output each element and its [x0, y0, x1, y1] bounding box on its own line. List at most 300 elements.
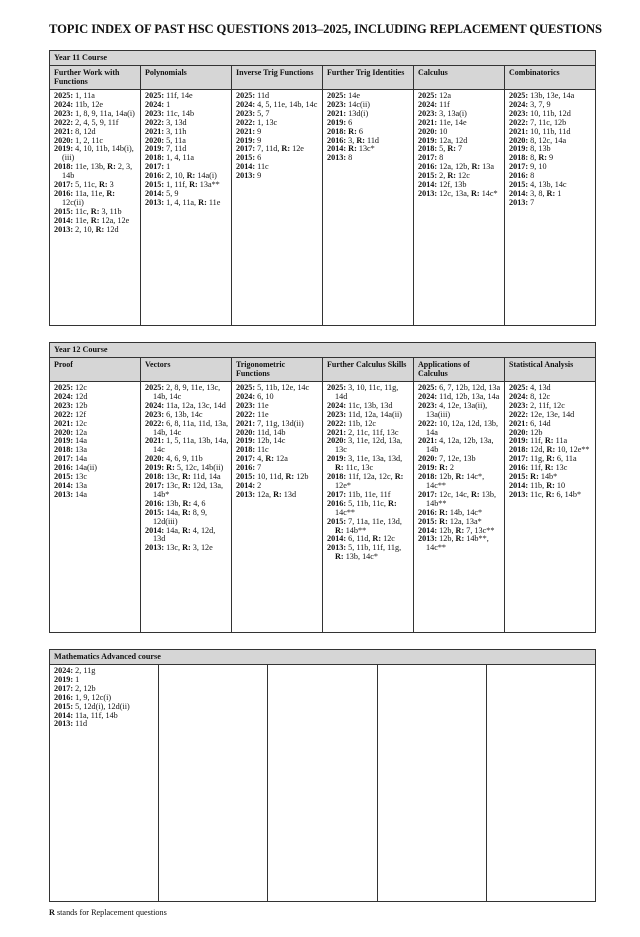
- entry-label: 2021:: [236, 126, 256, 136]
- entry-questions: 9: [546, 153, 554, 163]
- entry-questions: 2, 3, 14b: [62, 162, 133, 181]
- entry-label: R:: [546, 454, 555, 464]
- entry-questions: 2, 12b: [73, 683, 96, 693]
- entry-label: R:: [90, 206, 100, 216]
- column-heading: Further Work with Functions: [50, 66, 140, 90]
- entry-label: 2021:: [54, 418, 74, 428]
- entry-label: 2014:: [145, 525, 165, 535]
- entry-label: 2017:: [418, 153, 438, 163]
- entry-questions: 11f, 12a, 12c,: [346, 472, 395, 482]
- entry-label: 2022:: [145, 117, 165, 127]
- entry-label: 2016:: [509, 171, 529, 181]
- entry-label: 2023:: [236, 108, 256, 118]
- entry-label: R:: [356, 135, 365, 145]
- entry-label: 2014:: [54, 710, 74, 720]
- entry-questions: 11d: [73, 719, 88, 729]
- entry-questions: 13d(i): [346, 108, 369, 118]
- entry-questions: 7, 11c, 12b: [528, 117, 567, 127]
- entry-label: 2014:: [54, 215, 74, 225]
- entry-label: 2013:: [327, 153, 347, 163]
- entry-label: 2023:: [54, 400, 74, 410]
- entry-label: 2023:: [418, 400, 438, 410]
- entry-label: 2017:: [236, 144, 256, 154]
- topic-column: [323, 358, 414, 632]
- entry-label: 2015:: [145, 507, 165, 517]
- entry-questions: 14c*: [479, 188, 498, 198]
- entry-questions: 6, 14d: [528, 418, 551, 428]
- entry-label: R:: [265, 454, 274, 464]
- entry-questions: 3, 11h: [164, 126, 187, 136]
- entry-questions: 11b, 12e: [73, 99, 104, 109]
- entry-questions: 12b,: [437, 472, 456, 482]
- entry-label: 2020:: [509, 135, 529, 145]
- entry-label: 2015:: [54, 206, 74, 216]
- year-entry: [327, 384, 411, 402]
- entry-questions: 5, 12c, 14b(ii): [174, 463, 224, 473]
- entry-label: 2019:: [509, 436, 529, 446]
- column-body: [50, 382, 140, 500]
- entry-label: 2021:: [327, 427, 347, 437]
- entry-label: 2019:: [54, 436, 74, 446]
- entry-label: 2018:: [236, 445, 256, 455]
- entry-label: R:: [189, 180, 198, 190]
- entry-questions: 13a: [73, 445, 87, 455]
- entry-questions: 5, 11c,: [73, 180, 99, 190]
- entry-label: 2016:: [418, 162, 438, 172]
- year-entry: [418, 420, 502, 438]
- entry-questions: 13a: [73, 480, 87, 490]
- entry-label: 2025:: [509, 383, 529, 392]
- entry-label: R:: [182, 498, 192, 508]
- entry-questions: 8: [346, 153, 353, 163]
- entry-label: R:: [98, 180, 108, 190]
- entry-questions: 12d: [104, 224, 119, 234]
- column-heading: Combinatorics: [505, 66, 595, 90]
- entry-label: 2021:: [54, 126, 74, 136]
- entry-label: R:: [182, 472, 191, 482]
- entry-label: R:: [182, 480, 191, 490]
- entry-questions: 2, 10,: [73, 224, 96, 234]
- entry-questions: 1, 8, 9, 11a, 14a(i): [73, 108, 135, 118]
- entry-questions: 12a, 12e: [99, 215, 130, 225]
- topic-column: [323, 66, 414, 325]
- entry-label: R:: [455, 534, 465, 544]
- entry-questions: 10, 12a, 12d, 13b, 14a: [426, 418, 499, 437]
- entry-label: 2015:: [54, 472, 74, 482]
- entry-label: 2023:: [145, 409, 165, 419]
- entry-label: R:: [546, 480, 555, 490]
- entry-questions: 10: [554, 480, 566, 490]
- entry-questions: 4, 10, 11b, 14b(i), (iii): [62, 144, 134, 163]
- advanced-section: [49, 649, 596, 902]
- entry-label: 2014:: [509, 188, 529, 198]
- entry-label: 2016:: [327, 498, 347, 508]
- entry-label: 2018:: [418, 144, 438, 154]
- entry-label: 2019:: [54, 674, 74, 684]
- entry-questions: 14b**, 14c**: [426, 534, 489, 553]
- year-entry: [327, 544, 411, 562]
- entry-questions: 2, 11c, 11f, 13c: [346, 427, 399, 437]
- entry-label: 2016:: [145, 171, 165, 181]
- entry-label: 2020:: [418, 454, 438, 464]
- entry-label: 2025:: [509, 91, 529, 100]
- entry-questions: 11d, 14b: [255, 427, 286, 437]
- entry-label: 2017:: [236, 454, 256, 464]
- entry-questions: 3, 11e, 13a, 13d,: [346, 454, 403, 464]
- entry-questions: 8, 9, 12d(iii): [153, 507, 208, 526]
- entry-questions: 6, 10: [255, 391, 274, 401]
- footnote-r: R: [49, 908, 55, 917]
- entry-label: 2013:: [327, 543, 347, 553]
- entry-questions: 11f, 14e: [164, 91, 193, 100]
- entry-label: 2021:: [509, 126, 529, 136]
- topic-column: [232, 66, 323, 325]
- topic-column: [50, 665, 159, 901]
- column-heading: Proof: [50, 358, 140, 382]
- entry-questions: 1: [164, 162, 171, 172]
- entry-label: 2019:: [418, 135, 438, 145]
- entry-questions: 14a(i): [195, 171, 217, 181]
- entry-questions: 9: [255, 126, 262, 136]
- entry-questions: 13a**: [197, 180, 220, 190]
- column-heading: Applications of Calculus: [414, 358, 504, 382]
- entry-label: 2014:: [236, 480, 256, 490]
- entry-label: 2013:: [145, 543, 165, 553]
- entry-questions: 7, 11a, 11e, 13d,: [346, 516, 402, 526]
- entry-questions: 11e: [255, 400, 269, 410]
- entry-questions: 2, 10,: [164, 171, 187, 181]
- entry-questions: 8,: [528, 153, 539, 163]
- entry-questions: 3, 7, 9: [528, 99, 551, 109]
- year-entry: [145, 482, 229, 500]
- entry-label: 2023:: [145, 108, 165, 118]
- entry-label: 2020:: [509, 427, 529, 437]
- entry-questions: 11d: [364, 135, 380, 145]
- entry-label: 2017:: [54, 180, 74, 190]
- topic-column: [50, 358, 141, 632]
- entry-label: 2023:: [327, 99, 347, 109]
- entry-questions: 12c: [455, 171, 470, 181]
- entry-label: R:: [439, 516, 448, 526]
- entry-questions: 8: [437, 153, 444, 163]
- entry-questions: 1: [73, 674, 80, 684]
- entry-label: 2017:: [54, 454, 74, 464]
- entry-label: 2025:: [54, 91, 74, 100]
- entry-label: R:: [335, 463, 344, 473]
- entry-questions: 14b**: [343, 525, 367, 535]
- entry-questions: 6: [346, 117, 353, 127]
- entry-questions: 3, 13a(i): [437, 108, 467, 118]
- entry-questions: 12f, 13b: [437, 180, 467, 190]
- column-body: [159, 665, 267, 667]
- year-entry: [145, 199, 229, 208]
- entry-label: 2024:: [236, 391, 256, 401]
- entry-label: R:: [106, 188, 116, 198]
- entry-questions: 13c,: [164, 543, 183, 553]
- entry-questions: 11d, 12b, 13a, 14a: [437, 391, 500, 401]
- entry-questions: 11f,: [528, 463, 545, 473]
- column-heading: Calculus: [414, 66, 504, 90]
- entry-label: R:: [538, 153, 547, 163]
- entry-questions: 7, 11d: [164, 144, 187, 154]
- entry-label: 2024:: [236, 99, 256, 109]
- entry-label: R:: [471, 162, 481, 172]
- entry-label: 2024:: [54, 99, 74, 109]
- entry-label: 2014:: [418, 180, 438, 190]
- topic-column: [505, 358, 595, 632]
- entry-label: 2025:: [236, 383, 256, 392]
- entry-questions: 12a: [73, 427, 87, 437]
- entry-label: 2019:: [236, 436, 256, 446]
- entry-label: 2013:: [54, 489, 74, 499]
- entry-label: 2017:: [327, 489, 347, 499]
- entry-questions: 11c, 13b, 13d: [346, 400, 393, 410]
- entry-label: 2020:: [54, 427, 74, 437]
- entry-questions: 5, 7: [255, 108, 270, 118]
- entry-label: 2016:: [145, 498, 165, 508]
- entry-questions: 11c,: [73, 206, 91, 216]
- column-body: [505, 382, 595, 500]
- entry-questions: 11e,: [73, 215, 91, 225]
- entry-label: 2018:: [418, 472, 438, 482]
- entry-questions: 14a: [73, 489, 87, 499]
- year11-heading: Year 11 Course: [50, 51, 595, 66]
- year12-heading: Year 12 Course: [50, 343, 595, 358]
- entry-label: 2022:: [418, 418, 438, 428]
- column-body: [141, 90, 231, 208]
- entry-label: 2023:: [509, 108, 529, 118]
- entry-questions: 7, 11g, 13d(ii): [255, 418, 304, 428]
- entry-questions: 10, 12e**: [555, 445, 590, 455]
- topic-column: [414, 358, 505, 632]
- year-entry: [327, 437, 411, 455]
- entry-label: 2015:: [145, 180, 165, 190]
- entry-questions: 11e, 13b,: [73, 162, 108, 172]
- column-body: [50, 665, 158, 729]
- entry-label: 2025:: [145, 91, 165, 100]
- entry-label: 2013:: [418, 534, 438, 544]
- entry-label: R:: [455, 472, 465, 482]
- entry-questions: 12b: [73, 400, 88, 410]
- entry-questions: 1, 11f,: [164, 180, 190, 190]
- entry-label: 2015:: [327, 516, 347, 526]
- entry-questions: 14a: [73, 436, 87, 446]
- entry-questions: 11b,: [528, 480, 547, 490]
- entry-label: 2016:: [327, 135, 347, 145]
- entry-questions: 12e, 13e, 14d: [528, 409, 575, 419]
- entry-questions: 11d: [255, 91, 270, 100]
- entry-questions: 5, 11b, 12e, 14c: [255, 383, 310, 392]
- year-entry: [327, 500, 411, 518]
- entry-questions: 3, 11e, 12d, 13a, 13c: [335, 436, 403, 455]
- entry-questions: 12f: [73, 409, 87, 419]
- entry-questions: 13b,: [164, 498, 183, 508]
- entry-label: R:: [546, 445, 556, 455]
- entry-questions: 9: [255, 135, 262, 145]
- entry-label: 2016:: [418, 507, 438, 517]
- entry-questions: 12a: [437, 91, 451, 100]
- entry-label: 2019:: [509, 144, 529, 154]
- entry-questions: 12d: [73, 391, 88, 401]
- year-entry: [236, 491, 320, 500]
- entry-questions: 1: [555, 188, 562, 198]
- entry-label: 2020:: [145, 454, 165, 464]
- entry-questions: 8, 12d: [73, 126, 96, 136]
- entry-questions: 11e: [206, 197, 221, 207]
- year-entry: [54, 491, 138, 500]
- topic-column: [141, 66, 232, 325]
- entry-label: 2021:: [418, 436, 438, 446]
- entry-questions: 6: [255, 153, 262, 163]
- year-entry: [54, 145, 138, 163]
- entry-label: R:: [273, 489, 282, 499]
- entry-label: 2014:: [54, 480, 74, 490]
- entry-label: R:: [335, 525, 344, 535]
- year-entry: [145, 544, 229, 553]
- entry-questions: 12b,: [437, 534, 456, 544]
- entry-label: 2017:: [54, 683, 74, 693]
- entry-label: 2021:: [327, 108, 347, 118]
- entry-label: R:: [439, 507, 448, 517]
- entry-label: 2013:: [509, 489, 529, 499]
- entry-label: 2019:: [327, 454, 347, 464]
- entry-label: R:: [544, 463, 554, 473]
- entry-questions: 6, 11d,: [346, 534, 373, 544]
- entry-label: 2013:: [509, 197, 529, 207]
- entry-questions: 11d, 14a: [190, 472, 221, 482]
- entry-questions: 12b: [528, 427, 543, 437]
- entry-questions: 5, 12d(i), 12d(ii): [73, 701, 130, 711]
- entry-label: 2022:: [145, 418, 165, 428]
- column-body: [232, 90, 322, 181]
- entry-questions: 6, 13b, 14c: [164, 409, 203, 419]
- entry-label: 2016:: [54, 463, 74, 473]
- entry-label: 2024:: [509, 99, 529, 109]
- entry-label: R:: [166, 463, 175, 473]
- entry-questions: 1, 13c: [255, 117, 278, 127]
- entry-questions: 7, 12e, 13b: [437, 454, 476, 464]
- entry-questions: 11a, 11e,: [73, 188, 107, 198]
- entry-questions: 2, 4, 5, 9, 11f: [73, 117, 119, 127]
- topic-column: [141, 358, 232, 632]
- entry-label: 2017:: [509, 454, 529, 464]
- column-body: [323, 90, 413, 163]
- entry-label: 2025:: [327, 91, 347, 100]
- entry-label: 2013:: [145, 197, 165, 207]
- entry-questions: 6: [356, 126, 363, 136]
- entry-label: 2016:: [509, 463, 529, 473]
- entry-label: R:: [285, 472, 295, 482]
- entry-questions: 13c,: [164, 472, 183, 482]
- column-body: [378, 665, 486, 667]
- entry-questions: 1, 2, 11c: [73, 135, 104, 145]
- entry-label: R:: [447, 171, 456, 181]
- entry-questions: 11e: [255, 409, 269, 419]
- entry-questions: 3, 12e: [190, 543, 213, 553]
- entry-label: 2013:: [54, 224, 74, 234]
- entry-label: 2015:: [509, 180, 529, 190]
- entry-questions: 4, 12e, 13a(ii), 13a(iii): [426, 400, 488, 419]
- entry-questions: 10, 11b, 11d: [528, 126, 571, 136]
- year-entry: [418, 190, 502, 199]
- entry-label: R:: [546, 188, 556, 198]
- entry-questions: 12c: [73, 418, 87, 428]
- entry-questions: 11c, 14b: [164, 108, 195, 118]
- entry-questions: 3: [107, 180, 114, 190]
- entry-questions: 12b: [294, 472, 309, 482]
- entry-label: 2022:: [327, 418, 347, 428]
- entry-label: 2018:: [145, 472, 165, 482]
- entry-label: 2020:: [54, 135, 74, 145]
- entry-label: 2022:: [54, 117, 74, 127]
- entry-questions: 14c(ii): [346, 99, 370, 109]
- entry-questions: 4, 12d, 13d: [153, 525, 216, 544]
- entry-questions: 13c: [553, 463, 568, 473]
- entry-label: 2016:: [236, 463, 256, 473]
- entry-label: 2025:: [236, 91, 256, 100]
- entry-questions: 10, 11b, 12d: [528, 108, 571, 118]
- column-body: [268, 665, 376, 667]
- entry-questions: 8, 12c, 14a: [528, 135, 567, 145]
- entry-label: 2024:: [418, 391, 438, 401]
- entry-label: R:: [90, 215, 100, 225]
- entry-label: 2024:: [418, 99, 438, 109]
- column-heading: Trigonometric Functions: [232, 358, 322, 382]
- entry-questions: 12b,: [437, 525, 456, 535]
- entry-label: 2014:: [145, 188, 165, 198]
- entry-questions: 11c: [255, 162, 269, 172]
- entry-label: R:: [447, 144, 456, 154]
- entry-label: R:: [335, 552, 344, 562]
- year12-section: [49, 342, 596, 633]
- column-body: [505, 90, 595, 208]
- entry-label: 2022:: [509, 409, 529, 419]
- entry-questions: 4, 6: [191, 498, 206, 508]
- entry-questions: 2,: [437, 171, 448, 181]
- entry-questions: 2: [447, 463, 454, 473]
- entry-label: R:: [198, 197, 207, 207]
- entry-questions: 13b, 14b**: [426, 489, 497, 508]
- entry-label: 2016:: [54, 188, 74, 198]
- entry-questions: 5, 11b, 11f, 11g,: [346, 543, 402, 553]
- entry-label: 2018:: [327, 126, 347, 136]
- entry-label: 2024:: [509, 391, 529, 401]
- page-title: TOPIC INDEX OF PAST HSC QUESTIONS 2013–2025, INCLUDING REPLACEMENT QUESTIONS: [49, 22, 602, 36]
- column-heading: Statistical Analysis: [505, 358, 595, 382]
- entry-questions: 13c*: [356, 144, 375, 154]
- entry-questions: 13b, 14c*: [343, 552, 378, 562]
- entry-questions: 11c, 13c: [343, 463, 374, 473]
- entry-questions: 11g,: [528, 454, 547, 464]
- column-heading: Further Trig Identities: [323, 66, 413, 90]
- entry-questions: 2, 11f, 12c: [528, 400, 565, 410]
- entry-label: 2019:: [236, 135, 256, 145]
- entry-label: R:: [530, 472, 539, 482]
- year-entry: [509, 199, 593, 208]
- entry-label: R:: [107, 162, 116, 172]
- entry-label: 2014:: [327, 534, 347, 544]
- entry-label: 2015:: [509, 472, 529, 482]
- column-body: [414, 90, 504, 199]
- entry-questions: 3, 13d: [164, 117, 187, 127]
- entry-label: 2020:: [236, 427, 256, 437]
- year-entry: [54, 163, 138, 181]
- entry-label: 2024:: [145, 99, 165, 109]
- entry-label: 2017:: [145, 162, 165, 172]
- entry-questions: 14e: [346, 91, 360, 100]
- column-body: [141, 382, 231, 553]
- entry-label: R:: [182, 543, 191, 553]
